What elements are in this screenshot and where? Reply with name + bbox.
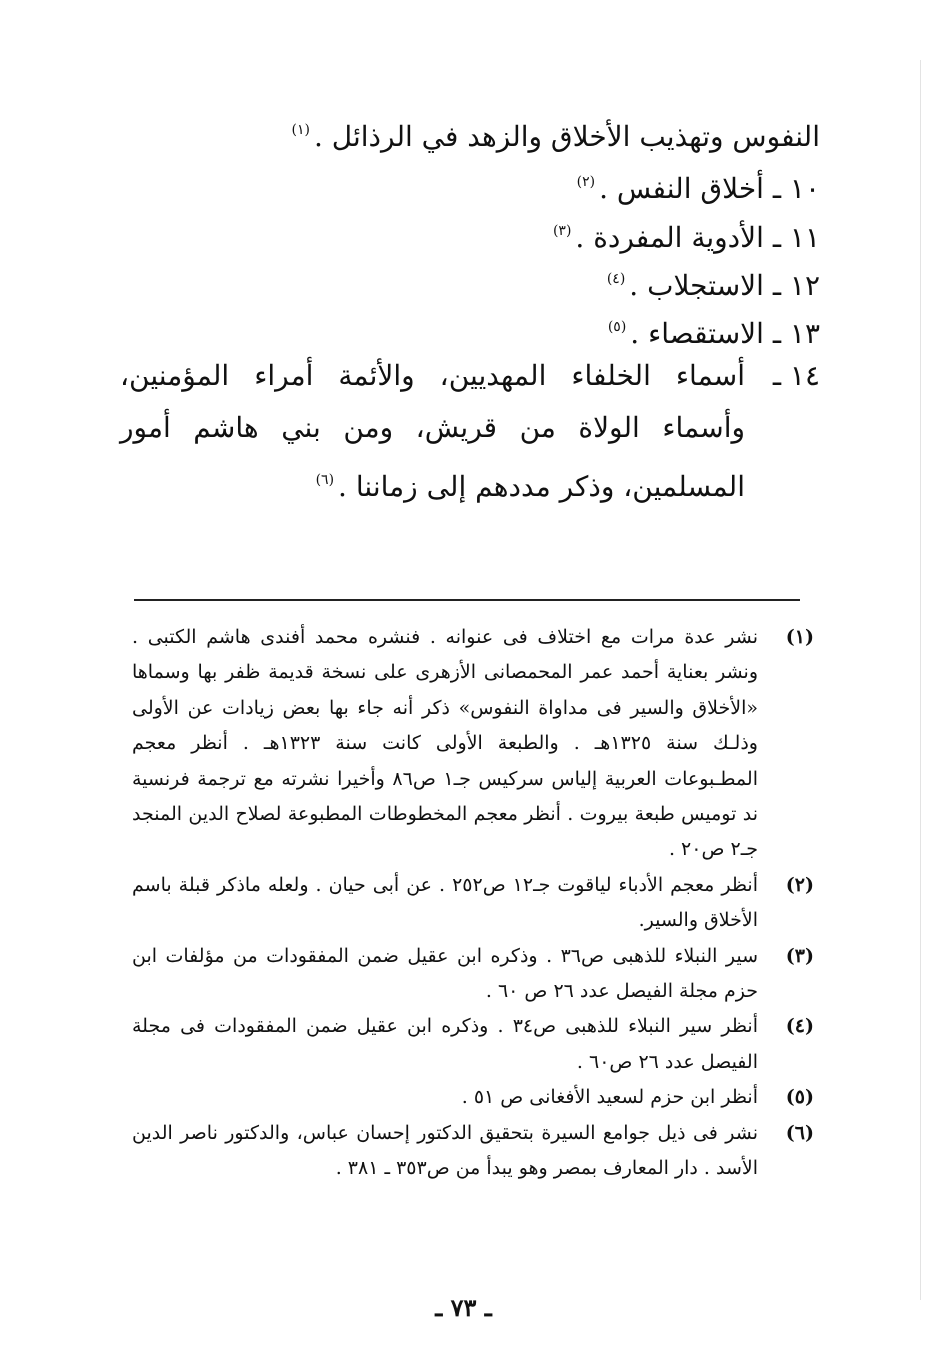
footnote-ref: (٣) [552,223,572,239]
footnote [132,620,814,868]
body-line-1-text: النفوس وتهذيب الأخلاق والزهد في الرذائل . [313,120,820,153]
footnote-separator [134,599,800,601]
footnote-label: (١) [785,626,814,648]
footnote [132,1116,814,1187]
footnote-label: (٤) [785,1015,814,1038]
item-number: ١٤ ـ [772,359,820,392]
footnote-text: أنظر معجم الأدباء لياقوت جـ١٢ ص٢٥٢ . عن أبى حيان . ولعله ماذكر قبلة باسم الأخلاق والسير. [132,873,759,932]
footnote-text: نشر فى ذيل جوامع السيرة بتحقيق الدكتور إحسان عباس، والدكتور ناصر الدين الأسد . دار المعارف بمصر وهو يبدأ من ص٣٥٣ ـ ٣٨١ . [132,1121,758,1180]
item-number: ١٣ ـ [772,317,820,350]
footnote-ref: (٥) [607,319,627,335]
item-text: الاستجلاب . [629,269,764,302]
footnotes [132,620,814,1187]
footnote-ref: (٤) [606,271,626,287]
footnote-ref: (١) [291,122,310,138]
list-item [607,255,820,310]
footnote [132,939,814,1010]
list-item [577,158,820,213]
footnote-text: سير النبلاء للذهبى ص٣٦ . وذكره ابن عقيل ضمن المفقودات من مؤلفات ابن حزم مجلة الفيصل عدد ٢٦ ص ٦٠ . [132,944,758,1003]
footnote-text: أنظر ابن حزم لسعيد الأفغانى ص ٥١ . [461,1086,758,1109]
footnote [132,1009,814,1080]
body-line-1 [291,106,820,161]
footnote-text: أنظر سير النبلاء للذهبى ص٣٤ . وذكره ابن عقيل ضمن المفقودات فى مجلة الفيصل عدد ٢٦ ص٦٠ . [132,1015,758,1073]
item-number: ١١ ـ [772,221,820,254]
footnote-ref: (٢) [576,174,596,190]
item-text: أخلاق النفس . [599,172,764,205]
footnote-ref: (٦) [315,472,335,488]
page-edge-line [920,60,921,1300]
item-number: ١٢ ـ [772,269,820,302]
item-14-text: أسماء الخلفاء المهديين، والأئمة أمراء المؤمنين، وأسماء الولاة من قريش، ومن بني هاشم أمور المسلمين، وذكر مددهم إلى زماننا . [120,359,745,503]
footnote-label: (٣) [785,944,814,967]
footnote-label: (٦) [785,1121,814,1144]
page-number: ـ ٧٣ ـ [435,1293,492,1322]
footnote [132,868,814,939]
footnote [132,1080,814,1115]
footnote-label: (٢) [785,873,814,896]
list-item [553,207,820,262]
list-item-14 [120,350,820,513]
item-text: الأدوية المفردة . [575,221,764,254]
footnote-text: نشر عدة مرات مع اختلاف فى عنوانه . فنشره محمد أفندى هاشم الكتبى . ونشر بعناية أحمد عمر المحمصانى الأزهرى على نسخة قديمة ظفر بها وسماها «الأخلاق والسير فى مداواة النفوس» ذكر أنه جاء بها بعض زيادات عن الأولى وذلـك سنة ١٣٢٥هـ . والطبعة الأولى كانت سنة ١٣٢٣هـ . أنظر معجم المطـبوعات العربية إلياس سركيس جـ١ ص٨٦ وأخيرا نشرته مع ترجمة فرنسية ند توميس طبعة بيروت . أنظر معجم المخطوطات المطبوعة لصلاح الدين المنجد جـ٢ ص٢٠ . [132,626,758,861]
item-number: ١٠ ـ [772,172,820,205]
footnote-label: (٥) [785,1086,814,1109]
item-text: الاستقصاء . [630,317,764,350]
item-text [120,350,745,513]
